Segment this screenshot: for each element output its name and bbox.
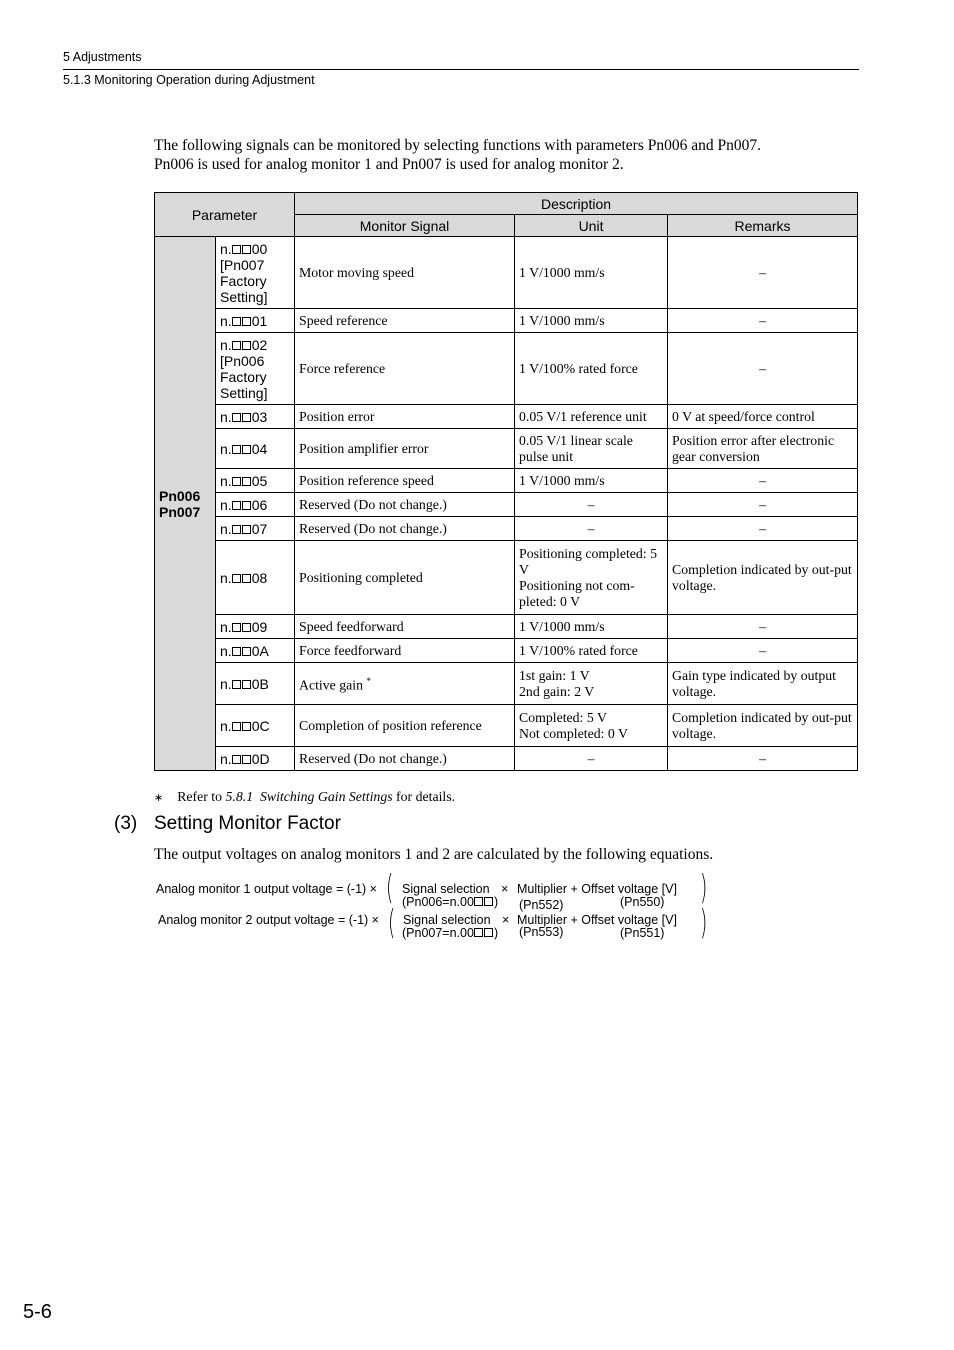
- parameter-label: [155, 237, 216, 771]
- footnote: ∗ Refer to 5.8.1 Switching Gain Settings for details.: [154, 789, 456, 804]
- remarks: –: [668, 747, 858, 771]
- monitor-signal: Reserved (Do not change.): [295, 747, 515, 771]
- unit: 1 V/1000 mm/s: [515, 309, 668, 333]
- eq2-open-paren: (: [387, 903, 396, 943]
- unit: –: [515, 517, 668, 541]
- remarks: –: [668, 639, 858, 663]
- eq2-offset-param: (Pn551): [620, 926, 665, 940]
- footnote-mark: ∗: [154, 792, 164, 804]
- param-code: n. 05: [216, 469, 295, 493]
- unit: 1 V/100% rated force: [515, 639, 668, 663]
- table-row: [155, 705, 858, 747]
- remarks: –: [668, 493, 858, 517]
- remarks: –: [668, 333, 858, 405]
- intro-line-2: Pn006 is used for analog monitor 1 and Pn007 is used for analog monitor 2.: [154, 156, 624, 173]
- section-body: The output voltages on analog monitors 1 and 2 are calculated by the following equations.: [154, 846, 714, 863]
- eq2-lhs: Analog monitor 2 output voltage = (-1) ×: [158, 913, 379, 927]
- remarks: 0 V at speed/force control: [668, 405, 858, 429]
- table-row: [155, 493, 858, 517]
- page-number: 5-6: [23, 1301, 52, 1323]
- remarks: –: [668, 615, 858, 639]
- footnote-ref-number: 5.8.1: [225, 789, 254, 804]
- table-row: [155, 333, 858, 405]
- table-row: [155, 429, 858, 469]
- header-unit: Unit: [515, 215, 668, 237]
- param-code: n. 0C: [216, 705, 295, 747]
- unit: 1 V/1000 mm/s: [515, 237, 668, 309]
- unit: 1 V/1000 mm/s: [515, 615, 668, 639]
- param-code: n. 08: [216, 541, 295, 615]
- footnote-ref-title: Switching Gain Settings: [260, 789, 393, 804]
- footnote-marker: *: [366, 676, 371, 687]
- section-number: (3): [114, 813, 138, 834]
- param-code: n. 0B: [216, 663, 295, 705]
- table-row: [155, 663, 858, 705]
- eq1-mult-param: (Pn552): [519, 898, 564, 912]
- unit: 0.05 V/1 reference unit: [515, 405, 668, 429]
- monitor-signal: Motor moving speed: [295, 237, 515, 309]
- intro-paragraph: [154, 136, 761, 174]
- table-row: [155, 747, 858, 771]
- monitor-signal: Positioning completed: [295, 541, 515, 615]
- unit: 0.05 V/1 linear scale pulse unit: [515, 429, 668, 469]
- monitor-signal: Speed reference: [295, 309, 515, 333]
- param-code: n. 03: [216, 405, 295, 429]
- table-row: [155, 309, 858, 333]
- eq1-signal: Signal selection: [402, 882, 490, 896]
- eq1-times: ×: [501, 882, 509, 896]
- eq1-close-paren: ): [699, 868, 708, 908]
- param-code: n. 01: [216, 309, 295, 333]
- eq2-multiplier: Multiplier + Offset voltage [V]: [517, 913, 677, 927]
- monitor-signal: Reserved (Do not change.): [295, 493, 515, 517]
- chapter-header: 5 Adjustments: [63, 50, 142, 64]
- unit: 1 V/1000 mm/s: [515, 469, 668, 493]
- table-row: [155, 469, 858, 493]
- unit: Completed: 5 V Not completed: 0 V: [515, 705, 668, 747]
- remarks: Completion indicated by out-put voltage.: [668, 541, 858, 615]
- remarks: Position error after electronic gear conversion: [668, 429, 858, 469]
- intro-line-1: The following signals can be monitored by selecting functions with parameters Pn006 and Pn007.: [154, 137, 761, 154]
- monitor-signal: Force reference: [295, 333, 515, 405]
- section-heading: [114, 813, 341, 835]
- param-code: n. 0A: [216, 639, 295, 663]
- eq2-signal: Signal selection: [403, 913, 491, 927]
- table-row: [155, 615, 858, 639]
- section-title: Setting Monitor Factor: [154, 813, 341, 834]
- remarks: Completion indicated by out-put voltage.: [668, 705, 858, 747]
- param-pn006: Pn006: [159, 487, 201, 504]
- param-code: n. 04: [216, 429, 295, 469]
- eq1-lhs: Analog monitor 1 output voltage = (-1) ×: [156, 882, 377, 896]
- eq1-offset-param: (Pn550): [620, 895, 665, 909]
- eq2-close-paren: ): [699, 903, 708, 943]
- unit: Positioning completed: 5 V Positioning not com-pleted: 0 V: [515, 541, 668, 615]
- eq2-mult-param: (Pn553): [519, 925, 564, 939]
- param-code: n. 0D: [216, 747, 295, 771]
- monitor-signal: Position error: [295, 405, 515, 429]
- table-row: [155, 541, 858, 615]
- eq2-times: ×: [502, 913, 510, 927]
- param-code: n. 06: [216, 493, 295, 517]
- table-row: [155, 639, 858, 663]
- monitor-signal: Active gain *: [295, 663, 515, 705]
- param-code: n. 00 [Pn007 Factory Setting]: [216, 237, 295, 309]
- monitor-signal: Speed feedforward: [295, 615, 515, 639]
- factory-note: [Pn006 Factory Setting]: [220, 352, 268, 401]
- monitor-signal: Force feedforward: [295, 639, 515, 663]
- monitor-signal: Position amplifier error: [295, 429, 515, 469]
- param-pn007: Pn007: [159, 503, 201, 520]
- unit: 1 V/100% rated force: [515, 333, 668, 405]
- header-description: Description: [295, 193, 858, 215]
- param-code: n. 07: [216, 517, 295, 541]
- table-row: [155, 517, 858, 541]
- param-code: n. 09: [216, 615, 295, 639]
- header-parameter: Parameter: [155, 193, 295, 237]
- remarks: –: [668, 469, 858, 493]
- monitor-signal: Reserved (Do not change.): [295, 517, 515, 541]
- param-code: n. 02 [Pn006 Factory Setting]: [216, 333, 295, 405]
- header-monitor-signal: Monitor Signal: [295, 215, 515, 237]
- remarks: –: [668, 309, 858, 333]
- unit: 1st gain: 1 V 2nd gain: 2 V: [515, 663, 668, 705]
- eq1-multiplier: Multiplier + Offset voltage [V]: [517, 882, 677, 896]
- eq1-open-paren: (: [385, 868, 394, 908]
- monitor-signal: Completion of position reference: [295, 705, 515, 747]
- header-rule: [63, 69, 859, 70]
- monitor-signal: Position reference speed: [295, 469, 515, 493]
- eq2-sel-param: (Pn007=n.00 ): [402, 926, 499, 940]
- factory-note: [Pn007 Factory Setting]: [220, 256, 268, 305]
- table-row: [155, 237, 858, 309]
- eq1-sel-param: (Pn006=n.00 ): [402, 895, 499, 909]
- header-remarks: Remarks: [668, 215, 858, 237]
- remarks: –: [668, 517, 858, 541]
- unit: –: [515, 493, 668, 517]
- remarks: Gain type indicated by output voltage.: [668, 663, 858, 705]
- unit: –: [515, 747, 668, 771]
- table-row: [155, 405, 858, 429]
- section-header: 5.1.3 Monitoring Operation during Adjustment: [63, 73, 315, 87]
- remarks: –: [668, 237, 858, 309]
- monitor-signal-table: [154, 192, 858, 771]
